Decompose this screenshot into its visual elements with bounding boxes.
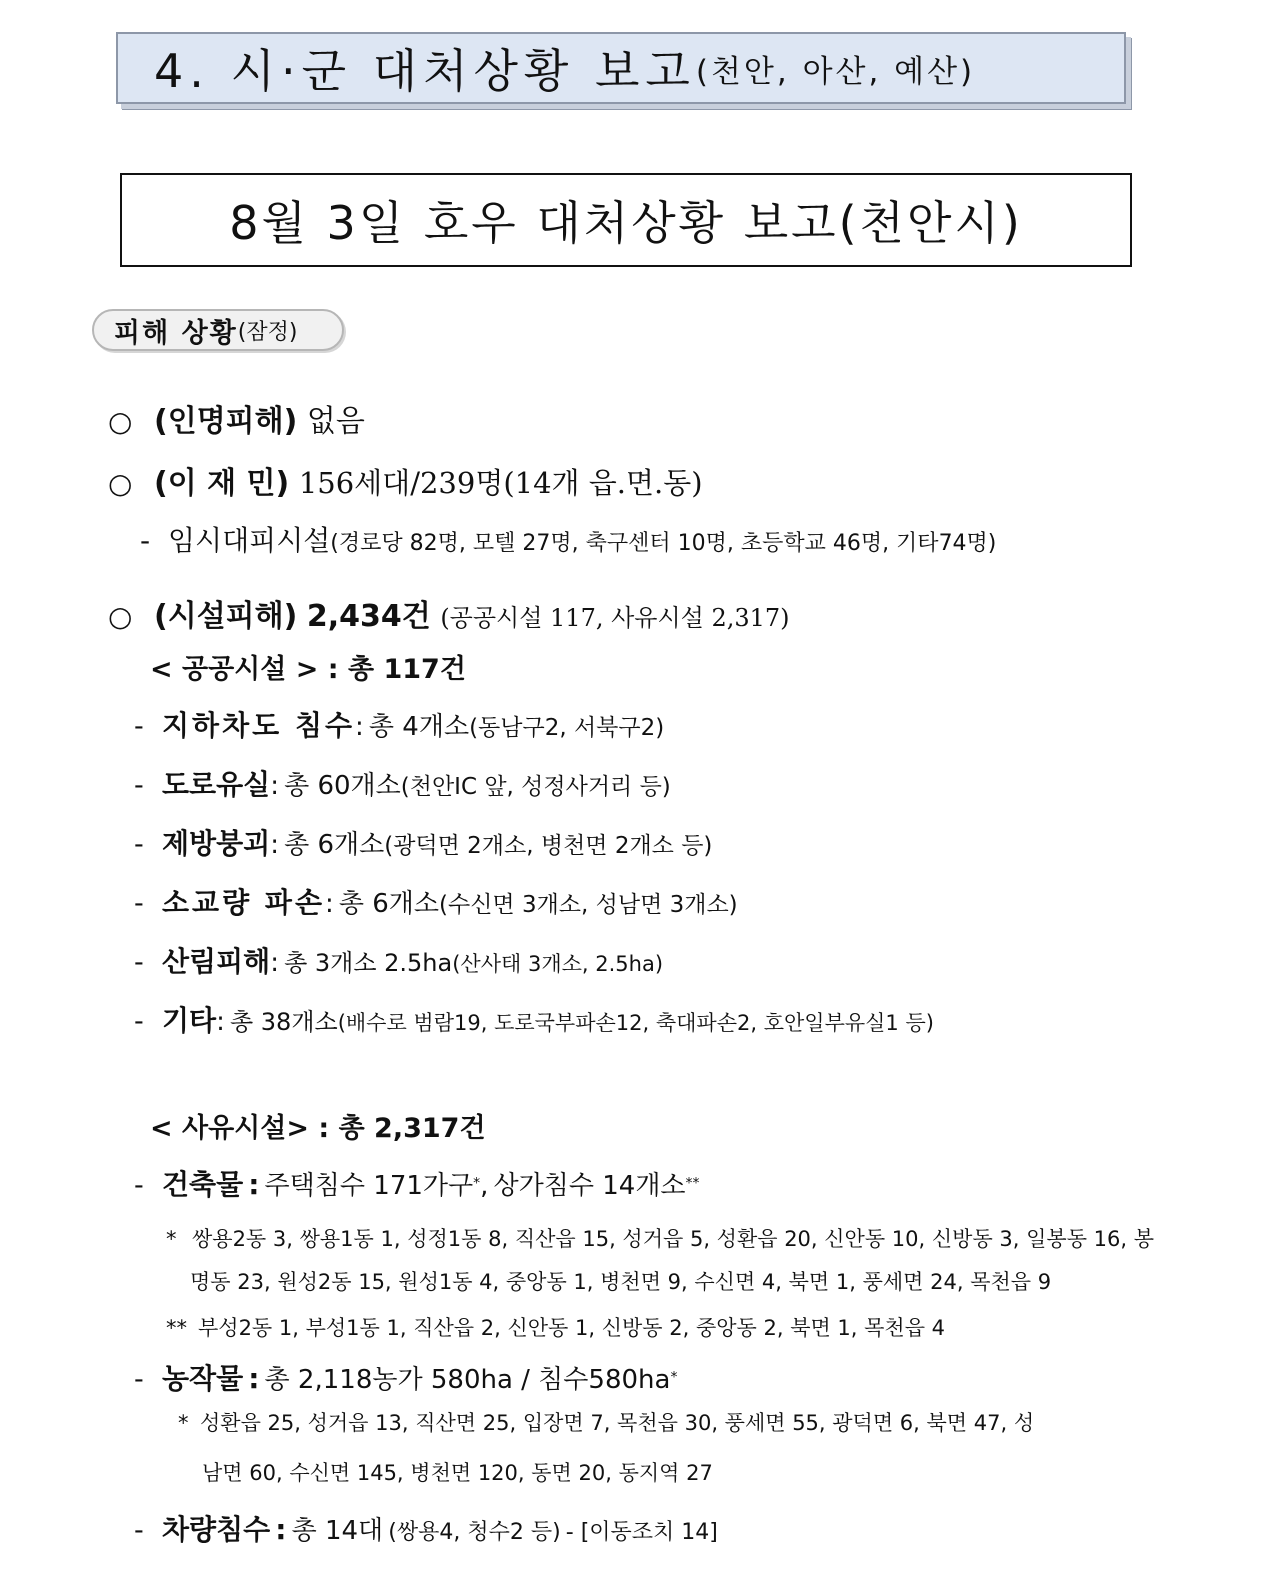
casualties-row: [108, 396, 365, 440]
public-item-label: 지하차도 침수: [162, 709, 356, 742]
vehicles-row: [134, 1508, 718, 1548]
evacuees-detail-value: (경로당 82명, 모텔 27명, 축구센터 10명, 초등학교 46명, 기타74명): [330, 531, 997, 556]
footnote-text: 성환읍 25, 성거읍 13, 직산면 25, 입장면 7, 목천읍 30, 풍세면 55, 광덕면 6, 북면 47, 성: [200, 1411, 1035, 1435]
footnote-mark: **: [166, 1316, 187, 1340]
public-item-row: [134, 822, 712, 862]
footnote-text: 부성2동 1, 부성1동 1, 직산읍 2, 신안동 1, 신방동 2, 중앙동 2, 북면 1, 목천읍 4: [198, 1316, 946, 1340]
buildings-colon: :: [248, 1168, 260, 1201]
evacuees-detail-row: [140, 519, 996, 559]
buildings-separator: ,: [480, 1171, 489, 1201]
section-banner-title: 4. 시·군 대처상황 보고: [154, 44, 696, 98]
bullet-circle-icon: ○: [108, 467, 133, 500]
dash-marker: -: [134, 1170, 144, 1201]
report-title-text: 8월 3일 호우 대처상황 보고(천안시): [229, 196, 1023, 250]
report-title: [120, 173, 1132, 267]
public-item-row: [134, 999, 934, 1039]
vehicles-value: 총 14대: [291, 1516, 384, 1546]
footnote-mark: *: [166, 1227, 177, 1251]
footnote-mark: *: [670, 1369, 678, 1386]
dash-marker: -: [134, 1364, 144, 1395]
buildings-row: [134, 1163, 700, 1203]
public-item-row: [134, 704, 664, 744]
evacuees-value: 156세대/239명(14개 읍.면.동): [298, 466, 703, 500]
buildings-footnote-shops: [166, 1312, 945, 1342]
public-item-colon: :: [325, 889, 334, 919]
public-item-detail: (광덕면 2개소, 병천면 2개소 등): [384, 833, 713, 859]
dash-marker: -: [140, 524, 151, 557]
bullet-circle-icon: ○: [108, 600, 133, 633]
public-item-value: 총 3개소 2.5ha: [284, 949, 453, 977]
bullet-circle-icon: ○: [108, 405, 133, 438]
facility-damage-total: 2,434건: [306, 599, 431, 634]
footnote-mark: **: [685, 1175, 700, 1192]
footnote-mark: *: [178, 1411, 189, 1435]
public-item-label: 제방붕괴: [162, 827, 271, 860]
public-item-row: [134, 940, 663, 980]
damage-status-label: 피해 상황: [114, 317, 238, 349]
crops-footnote: [178, 1407, 1034, 1437]
public-item-label: 소교량 파손: [162, 886, 325, 919]
section-banner-subtitle: (천안, 아산, 예산): [695, 53, 976, 90]
public-item-colon: :: [270, 830, 279, 860]
public-item-detail: (수신면 3개소, 성남면 3개소): [439, 892, 738, 918]
footnote-text-continued: 남면 60, 수신면 145, 병천면 120, 동면 20, 동지역 27: [202, 1461, 713, 1485]
casualties-value: 없음: [306, 404, 365, 439]
public-item-detail: (동남구2, 서북구2): [469, 715, 665, 741]
public-item-label: 도로유실: [162, 768, 271, 801]
public-item-detail: (배수로 범람19, 도로국부파손12, 축대파손2, 호안일부유실1 등): [337, 1011, 934, 1035]
vehicles-detail: (쌍용4, 청수2 등): [388, 1520, 561, 1545]
buildings-footnote-homes: [166, 1223, 1154, 1253]
crops-label: 농작물: [162, 1362, 244, 1395]
dash-marker: -: [134, 1515, 144, 1546]
public-item-value: 총 60개소: [284, 771, 401, 801]
public-item-row: [134, 881, 738, 921]
vehicles-label: 차량침수: [162, 1513, 271, 1546]
public-item-label: 기타: [162, 1004, 217, 1037]
dash-marker: -: [134, 770, 144, 801]
facility-damage-breakdown: (공공시설 117, 사유시설 2,317): [440, 604, 790, 632]
public-item-value: 총 38개소: [229, 1008, 338, 1036]
damage-status-heading: [92, 309, 344, 351]
crops-colon: :: [248, 1362, 260, 1395]
dash-marker: -: [134, 829, 144, 860]
section-banner: [116, 32, 1126, 104]
crops-value: 총 2,118농가 580ha / 침수580ha: [264, 1365, 671, 1395]
buildings-value-homes: 주택침수 171가구: [264, 1171, 474, 1201]
public-item-colon: :: [355, 712, 364, 742]
public-item-row: [134, 763, 671, 803]
evacuees-label: (이 재 민): [154, 466, 290, 501]
damage-status-note: (잠정): [237, 319, 298, 345]
dash-marker: -: [134, 888, 144, 919]
public-item-colon: :: [216, 1007, 225, 1037]
public-item-label: 산림피해: [162, 945, 271, 978]
public-item-colon: :: [270, 771, 279, 801]
public-item-value: 총 4개소: [368, 712, 470, 742]
public-item-value: 총 6개소: [284, 830, 385, 860]
buildings-label: 건축물: [162, 1168, 244, 1201]
footnote-text: 쌍용2동 3, 쌍용1동 1, 성정1동 8, 직산읍 15, 성거읍 5, 성환읍 20, 신안동 10, 신방동 3, 일봉동 16, 봉: [192, 1227, 1155, 1251]
dash-marker: -: [134, 711, 144, 742]
dash-marker: -: [134, 1006, 144, 1037]
vehicles-colon: :: [275, 1513, 287, 1546]
facility-damage-label: (시설피해): [154, 599, 298, 634]
footnote-text-continued: 명동 23, 원성2동 15, 원성1동 4, 중앙동 1, 병천면 9, 수신면 4, 북면 1, 풍세면 24, 목천읍 9: [190, 1270, 1052, 1294]
crops-row: [134, 1357, 677, 1397]
vehicles-action: - [이동조치 14]: [565, 1520, 718, 1545]
footnote-mark: *: [473, 1175, 481, 1192]
private-facilities-header: < 사유시설> : 총 2,317건: [150, 1113, 486, 1144]
public-item-value: 총 6개소: [338, 889, 440, 919]
casualties-label: (인명피해): [154, 404, 298, 439]
public-item-detail: (산사태 3개소, 2.5ha): [452, 952, 664, 976]
dash-marker: -: [134, 947, 144, 978]
public-item-colon: :: [270, 948, 279, 978]
public-facilities-header: < 공공시설 > : 총 117건: [150, 654, 466, 685]
facility-damage-row: [108, 591, 790, 635]
buildings-value-shops: 상가침수 14개소: [493, 1171, 686, 1201]
public-item-detail: (천안IC 앞, 성정사거리 등): [400, 774, 671, 800]
evacuees-row: [108, 458, 703, 502]
evacuees-detail-label: 임시대피시설: [168, 524, 331, 557]
